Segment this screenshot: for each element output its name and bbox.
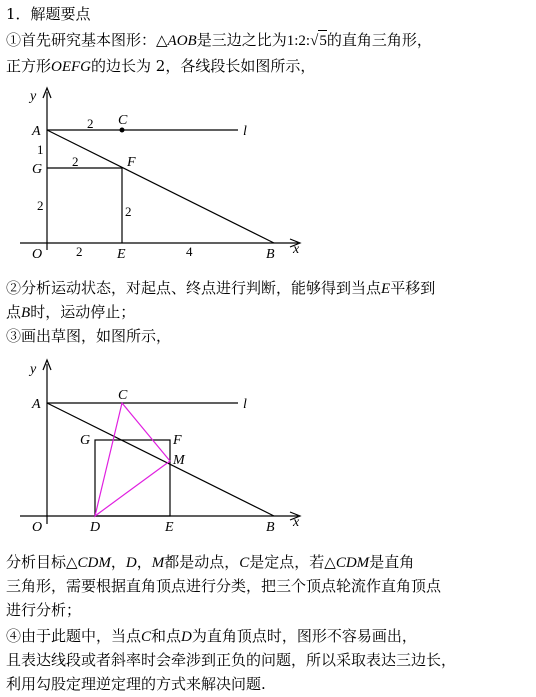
label-B: B <box>266 520 275 535</box>
label-F: F <box>173 433 182 448</box>
label-F: F <box>127 155 136 170</box>
paragraph-motion-stop: 点B时，运动停止； <box>6 303 136 321</box>
paragraph-classify: 三角形，需要根据直角顶点进行分类，把三个顶点轮流作直角顶点 <box>6 577 442 595</box>
paragraph-method: 利用勾股定理逆定理的方式来解决问题. <box>6 675 266 693</box>
paragraph-sketch: ③画出草图，如图所示， <box>6 327 172 345</box>
label-C: C <box>118 113 128 128</box>
label-A: A <box>32 124 41 139</box>
label-E: E <box>165 520 174 535</box>
label-B: B <box>266 247 275 262</box>
length-AG: 1 <box>37 142 44 157</box>
label-C: C <box>118 388 128 403</box>
label-l: l <box>243 124 247 139</box>
label-M: M <box>173 453 185 468</box>
label-x: x <box>293 515 300 530</box>
label-E: E <box>117 247 126 262</box>
label-O: O <box>32 247 43 262</box>
paragraph-basic-figure: ①首先研究基本图形：△AOB是三边之比为1:2:√5的直角三角形， <box>6 31 432 49</box>
length-EF: 2 <box>125 204 132 219</box>
paragraph-analysis: 进行分析； <box>6 601 82 619</box>
section-heading: 1．解题要点 <box>6 5 91 23</box>
paragraph-vertex: ④由于此题中，当点C和点D为直角顶点时，图形不容易画出， <box>6 627 417 645</box>
figure-sketch <box>0 352 330 542</box>
figure-basic-shape <box>0 80 330 270</box>
point-C <box>120 128 125 133</box>
label-O: O <box>32 520 43 535</box>
length-AC: 2 <box>87 116 94 131</box>
length-GF: 2 <box>72 154 79 169</box>
label-y: y <box>30 89 37 104</box>
length-GO: 2 <box>37 198 44 213</box>
triangle-CDM <box>95 403 170 516</box>
label-y: y <box>30 362 37 377</box>
label-x: x <box>293 242 300 257</box>
label-l: l <box>243 397 247 412</box>
label-D: D <box>90 520 101 535</box>
length-EB: 4 <box>186 244 193 259</box>
segment-AB <box>47 130 274 243</box>
label-G: G <box>80 433 91 448</box>
length-OE: 2 <box>76 244 83 259</box>
paragraph-target: 分析目标△CDM，D，M都是动点，C是定点，若△CDM是直角 <box>6 553 415 571</box>
label-A: A <box>32 397 41 412</box>
label-G: G <box>32 162 43 177</box>
paragraph-square: 正方形OEFG的边长为 2，各线段长如图所示， <box>6 57 316 75</box>
sqrt-radicand: 5 <box>318 30 327 51</box>
square-DEFG <box>95 440 170 516</box>
segment-AB <box>47 403 274 516</box>
paragraph-motion-analysis: ②分析运动状态，对起点、终点进行判断，能够得到当点E平移到 <box>6 279 436 297</box>
paragraph-sign-issue: 且表达线段或者斜率时会牵涉到正负的问题，所以采取表达三边长， <box>6 651 457 669</box>
